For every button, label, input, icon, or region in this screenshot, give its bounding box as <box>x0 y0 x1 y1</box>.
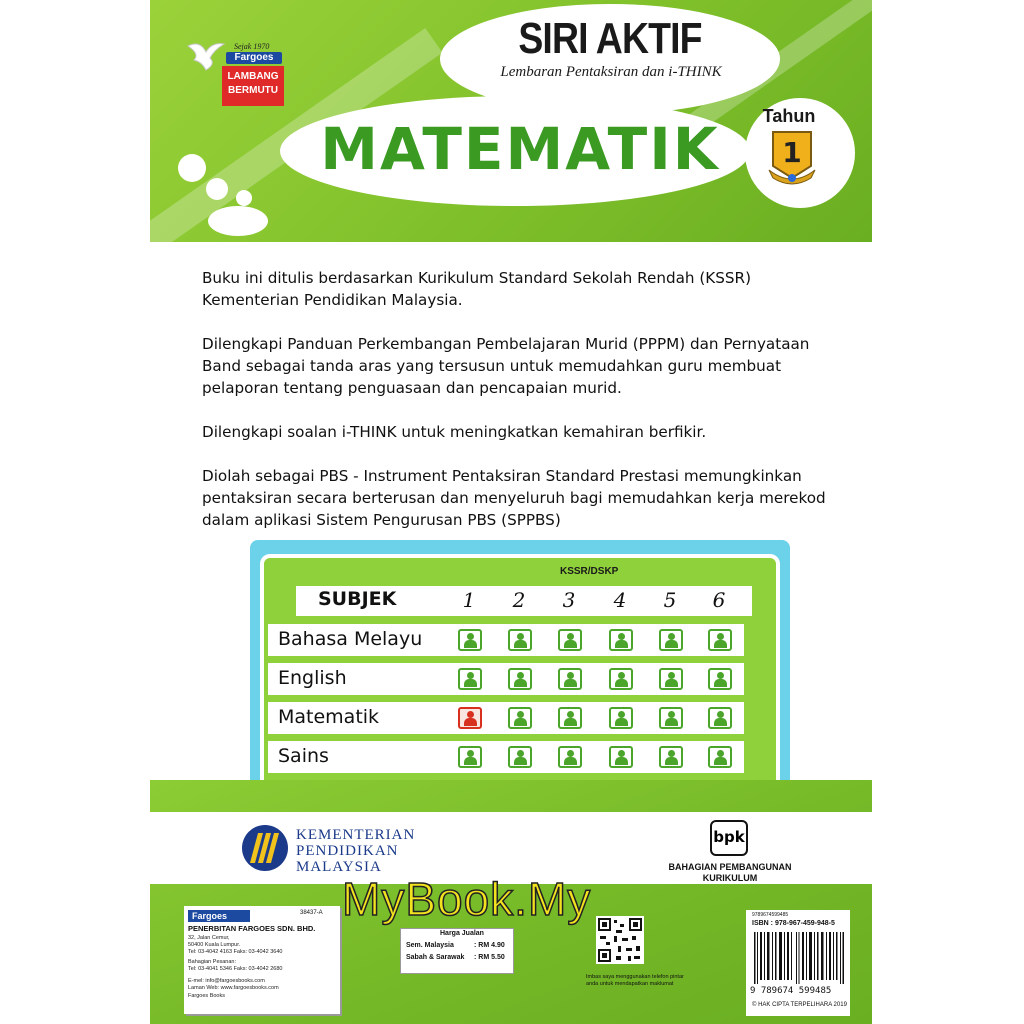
decor-dot <box>236 190 252 206</box>
ministry-line: MALAYSIA <box>296 859 382 875</box>
grade-icon <box>609 707 633 729</box>
qr-code-icon <box>596 916 644 964</box>
year-column-header: 5 <box>663 588 677 612</box>
description-paragraph: Diolah sebagai PBS - Instrument Pentaksiran Standard Prestasi memungkinkan pentaksiran secara berterusan dan menyeluruh bagi memudahkan kerja merekod dalam aplikasi Sistem Pengurusan PBS (SPPBS) <box>202 467 826 529</box>
grade-icon <box>659 707 683 729</box>
row-subject: Bahasa Melayu <box>278 628 423 650</box>
grade-icon <box>609 746 633 768</box>
grade-icon <box>609 629 633 651</box>
subject-title: MATEMATIK <box>320 115 720 183</box>
grade-icon <box>508 707 532 729</box>
book-back-cover <box>150 0 872 1024</box>
publisher-code: 38437-A <box>300 910 323 916</box>
copyright: © HAK CIPTA TERPELIHARA 2019 <box>752 1002 847 1008</box>
bpk-logo-icon: bpk <box>710 820 748 856</box>
year-badge-icon <box>767 128 817 188</box>
price-region: Sabah & Sarawak <box>406 954 465 961</box>
grade-icon <box>558 668 582 690</box>
publisher-social: Fargoes Books <box>188 993 225 999</box>
decor-dot <box>178 154 206 182</box>
grade-icon <box>508 629 532 651</box>
publisher-address: 50400 Kuala Lumpur. <box>188 942 241 948</box>
grade-icon <box>708 746 732 768</box>
grade-icon <box>558 707 582 729</box>
row-subject: Sains <box>278 745 329 767</box>
active-grade-icon <box>458 707 482 729</box>
price-region: Sem. Malaysia <box>406 942 454 949</box>
grade-icon <box>458 746 482 768</box>
year-value: 1 <box>782 136 802 169</box>
orders-phone: Tel: 03-4041 5346 Faks: 03-4042 2680 <box>188 966 283 972</box>
description-paragraph: Buku ini ditulis berdasarkan Kurikulum Standard Sekolah Rendah (KSSR) Kementerian Pendidikan Malaysia. <box>202 269 752 309</box>
description-paragraph: Dilengkapi soalan i-THINK untuk meningkatkan kemahiran berfikir. <box>202 423 707 441</box>
publisher-logo-name: Fargoes <box>226 52 282 64</box>
isbn-text: ISBN : 978-967-459-948-5 <box>752 920 835 927</box>
publisher-since: Sejak 1970 <box>234 42 270 51</box>
decor-dot <box>208 206 268 236</box>
tagline-line-1: LAMBANG <box>227 71 279 82</box>
publisher-badge: Fargoes <box>188 910 250 922</box>
kssr-heading: KSSR/DSKP <box>560 566 619 577</box>
ministry-line: PENDIDIKAN <box>296 843 399 859</box>
grade-icon <box>659 668 683 690</box>
series-title: SIRI AKTIF <box>518 14 702 63</box>
isbn-top: 9789674599485 <box>752 912 789 918</box>
grade-icon <box>458 629 482 651</box>
year-column-header: 1 <box>462 588 476 612</box>
qr-note: Imbas saya menggunakan telefon pintar anda untuk mendapatkan maklumat <box>586 974 684 987</box>
publisher-address: 32, Jalan Cemur, <box>188 935 230 941</box>
grade-icon <box>558 629 582 651</box>
price-value: : RM 4.90 <box>474 942 505 949</box>
bpk-line: BAHAGIAN PEMBANGUNAN <box>668 862 792 872</box>
publisher-phone: Tel: 03-4042 4163 Faks: 03-4042 3640 <box>188 949 283 955</box>
year-label: Tahun <box>762 106 816 126</box>
ministry-name <box>296 827 415 875</box>
description-block <box>202 267 842 553</box>
grade-icon <box>508 668 532 690</box>
bpk-name <box>650 862 810 884</box>
row-subject: Matematik <box>278 706 380 728</box>
year-column-header: 2 <box>512 588 526 612</box>
grade-icon <box>508 746 532 768</box>
ministry-line: KEMENTERIAN <box>296 827 416 843</box>
grade-icon <box>708 668 732 690</box>
price-value: : RM 5.50 <box>474 954 505 961</box>
year-column-header: 3 <box>562 588 576 612</box>
year-column-header: 6 <box>712 588 726 612</box>
publisher-web: Laman Web: www.fargoesbooks.com <box>188 985 279 991</box>
year-column-header: 4 <box>613 588 627 612</box>
barcode-icon <box>754 932 844 984</box>
ministry-logo-icon <box>242 825 288 871</box>
grade-icon <box>659 629 683 651</box>
grade-icon <box>458 668 482 690</box>
grade-icon <box>558 746 582 768</box>
description-paragraph: Dilengkapi Panduan Perkembangan Pembelajaran Murid (PPPM) dan Pernyataan Band sebagai tanda aras yang tersusun untuk memudahkan guru membuat pelaporan tentang penguasaan dan pencapaian murid. <box>202 335 810 397</box>
subject-header: SUBJEK <box>318 588 397 610</box>
publisher-tagline <box>222 66 284 106</box>
decor-dot <box>206 178 228 200</box>
tagline-line-2: BERMUTU <box>228 85 278 96</box>
publisher-email: E-mel: info@fargoesbooks.com <box>188 978 265 984</box>
watermark-text: MyBook.My <box>342 873 592 925</box>
grade-icon <box>659 746 683 768</box>
grade-icon <box>609 668 633 690</box>
grade-icon <box>708 707 732 729</box>
price-heading: Harga Jualan <box>440 930 484 937</box>
row-subject: English <box>278 667 347 689</box>
bpk-line: KURIKULUM <box>702 873 758 883</box>
dove-icon <box>186 38 226 72</box>
series-subtitle: Lembaran Pentaksiran dan i-THINK <box>500 64 722 80</box>
orders-label: Bahagian Pesanan: <box>188 959 237 965</box>
isbn-number: 9 789674 599485 <box>750 986 832 996</box>
grade-icon <box>708 629 732 651</box>
publisher-name: PENERBITAN FARGOES SDN. BHD. <box>188 924 316 933</box>
